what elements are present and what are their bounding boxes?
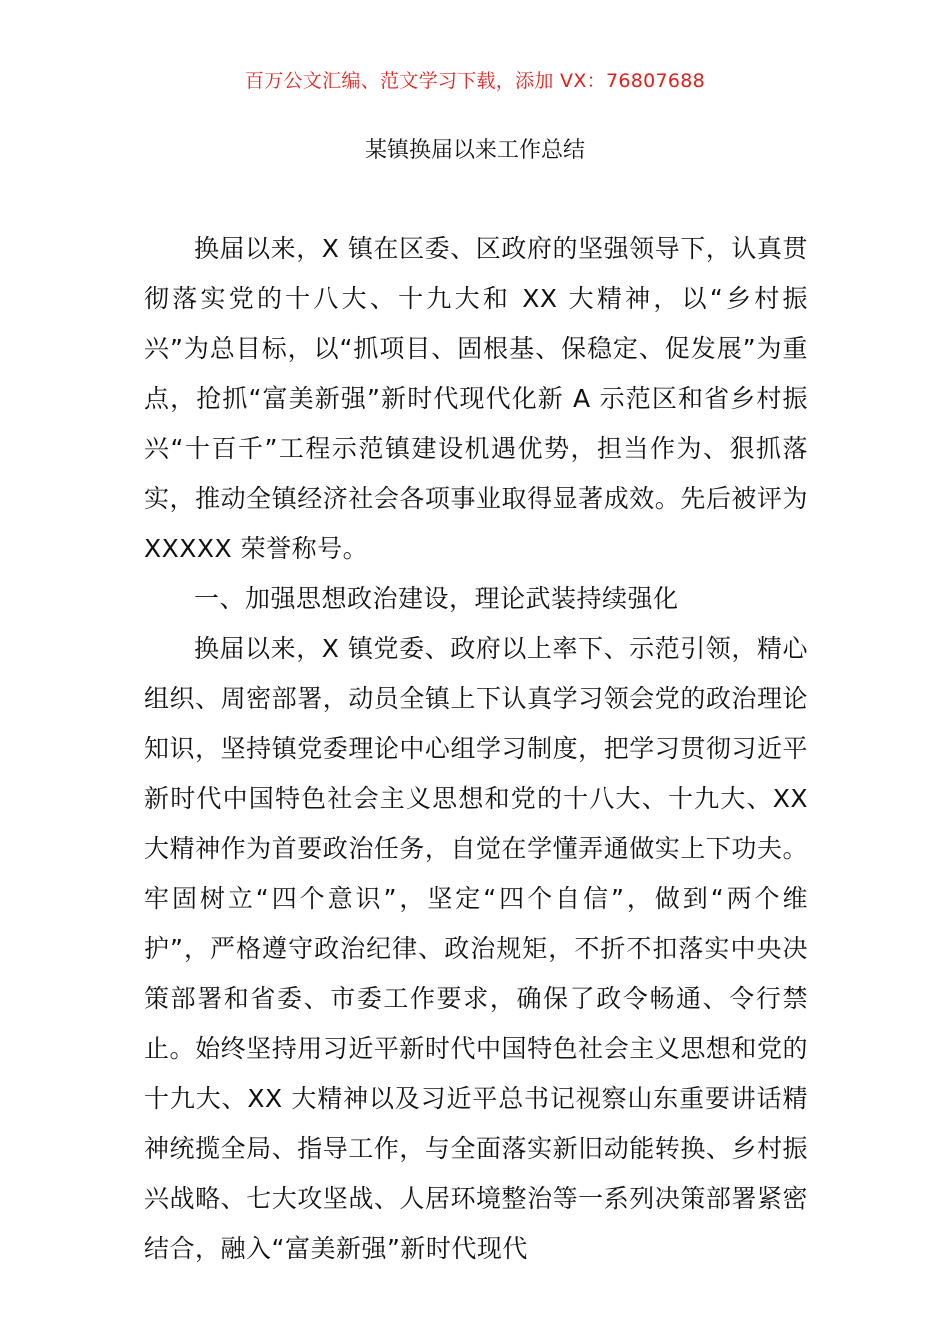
document-title: 某镇换届以来工作总结 [364,138,585,163]
document-body [144,224,808,1274]
header-banner: 百万公文汇编、范文学习下载，添加 VX：76807688 [244,70,706,92]
paragraph-intro: 换届以来，X 镇在区委、区政府的坚强领导下，认真贯彻落实党的十八大、十九大和 XX 大精神，以“乡村振兴”为总目标，以“抓项目、固根基、保稳定、促发展”为重点，抢抓“富美新强”新时代现代化新 A 示范区和省乡村振兴“十百千”工程示范镇建设机遇优势，担当作为、狠抓落实，推动全镇经济社会各项事业取得显著成效。先后被评为 XXXXX 荣誉称号。 [144,234,808,563]
paragraph-section-1: 换届以来，X 镇党委、政府以上率下、示范引领，精心组织、周密部署，动员全镇上下认真学习领会党的政治理论知识，坚持镇党委理论中心组学习制度，把学习贯彻习近平新时代中国特色社会主义思想和党的十八大、十九大、XX 大精神作为首要政治任务，自觉在学懂弄通做实上下功夫。牢固树立“四个意识”，坚定“四个自信”，做到“两个维护”，严格遵守政治纪律、政治规矩，不折不扣落实中央决策部署和省委、市委工作要求，确保了政令畅通、令行禁止。始终坚持用习近平新时代中国特色社会主义思想和党的十九大、XX 大精神以及习近平总书记视察山东重要讲话精神统揽全局、指导工作，与全面落实新旧动能转换、乡村振兴战略、七大攻坚战、人居环境整治等一系列决策部署紧密结合，融入“富美新强”新时代现代 [144,634,808,1263]
section-heading-1: 一、加强思想政治建设，理论武装持续强化 [194,584,679,613]
